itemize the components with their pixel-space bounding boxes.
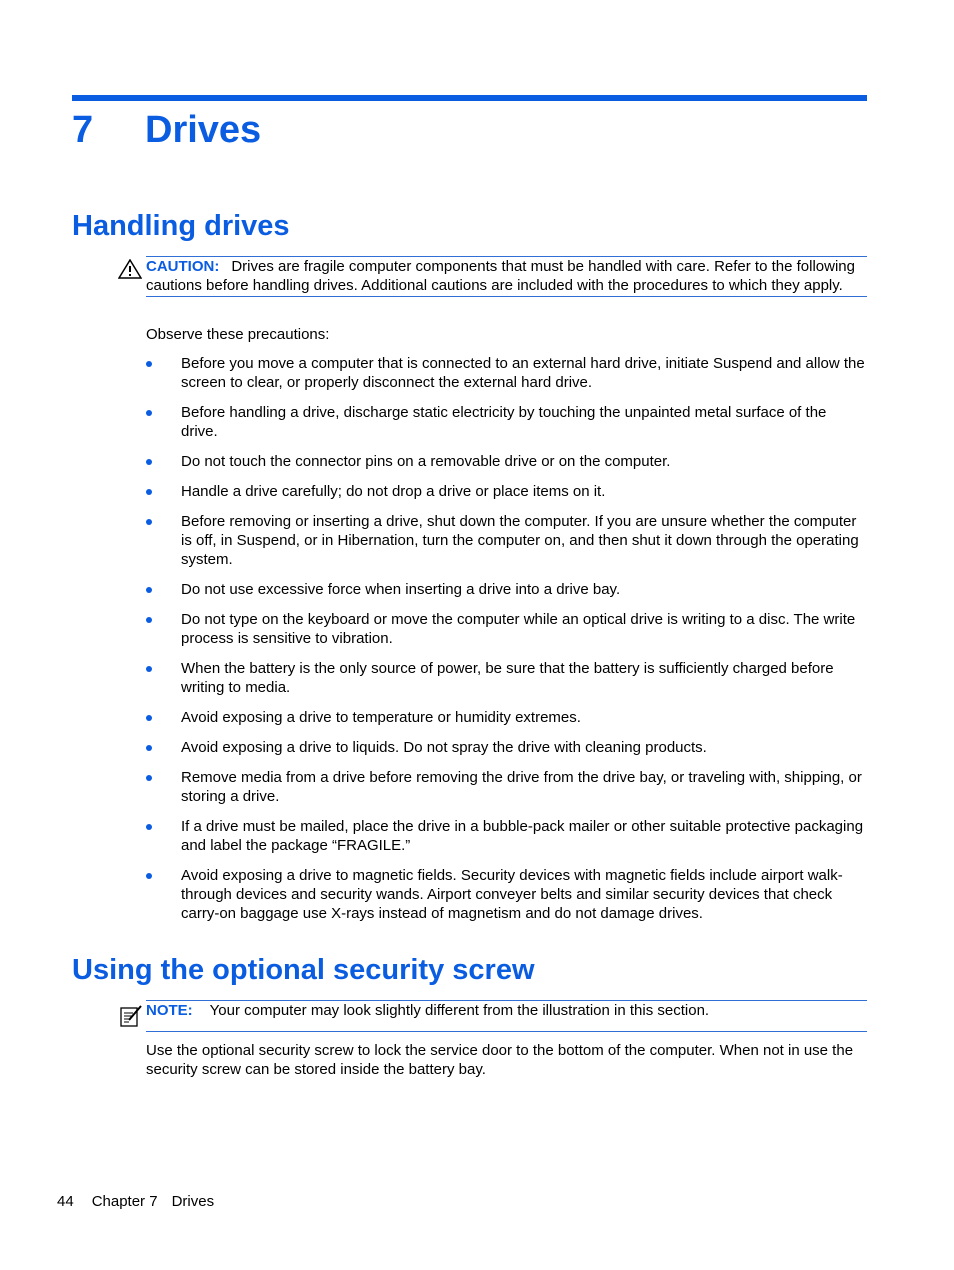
list-item: Do not touch the connector pins on a removable drive or on the computer.	[146, 452, 867, 471]
section-heading-security-screw: Using the optional security screw	[72, 954, 535, 986]
page-number: 44	[57, 1193, 74, 1210]
caution-text: Drives are fragile computer components that must be handled with care. Refer to the following cautions before handling drives. Additional cautions are included with the procedures to which they apply.	[146, 258, 855, 294]
bullet-icon	[146, 361, 152, 367]
bullet-icon	[146, 666, 152, 672]
caution-box	[146, 256, 867, 297]
list-item: Remove media from a drive before removing the drive from the drive bay, or traveling with, shipping, or storing a drive.	[146, 768, 867, 806]
bullet-icon	[146, 459, 152, 465]
page-footer	[57, 1192, 214, 1211]
list-item: Before removing or inserting a drive, shut down the computer. If you are unsure whether the computer is off, in Suspend, or in Hibernation, turn the computer on, and then shut it down through the operating system.	[146, 512, 867, 569]
footer-chapter-ref: Chapter 7	[91, 1193, 158, 1210]
bullet-icon	[146, 410, 152, 416]
bullet-icon	[146, 775, 152, 781]
bullet-icon	[146, 873, 152, 879]
list-item: Before you move a computer that is connected to an external hard drive, initiate Suspend and allow the screen to clear, or properly disconnect the external hard drive.	[146, 354, 867, 392]
bullet-icon	[146, 715, 152, 721]
bullet-icon	[146, 824, 152, 830]
precautions-intro: Observe these precautions:	[146, 326, 330, 343]
list-item: Do not use excessive force when inserting a drive into a drive bay.	[146, 580, 867, 599]
security-screw-body: Use the optional security screw to lock the service door to the bottom of the computer. When not in use the security screw can be stored inside the battery bay.	[146, 1042, 854, 1078]
bullet-icon	[146, 519, 152, 525]
list-item: Do not type on the keyboard or move the computer while an optical drive is writing to a disc. The write process is sensitive to vibration.	[146, 610, 867, 648]
chapter-rule	[72, 95, 867, 101]
warning-triangle-icon	[118, 259, 142, 279]
bullet-icon	[146, 587, 152, 593]
list-item: Avoid exposing a drive to temperature or humidity extremes.	[146, 708, 867, 727]
note-pad-icon	[119, 1004, 143, 1028]
bullet-icon	[146, 489, 152, 495]
list-item: Avoid exposing a drive to liquids. Do not spray the drive with cleaning products.	[146, 738, 867, 757]
bullet-icon	[146, 745, 152, 751]
list-item: Before handling a drive, discharge static electricity by touching the unpainted metal surface of the drive.	[146, 403, 867, 441]
section-heading-handling-drives: Handling drives	[72, 210, 290, 242]
note-box	[146, 1000, 867, 1032]
chapter-number: 7	[72, 109, 94, 151]
list-item: Handle a drive carefully; do not drop a drive or place items on it.	[146, 482, 867, 501]
caution-label: CAUTION:	[146, 258, 220, 275]
bullet-icon	[146, 617, 152, 623]
note-text: Your computer may look slightly different from the illustration in this section.	[209, 1002, 710, 1019]
list-item: When the battery is the only source of power, be sure that the battery is sufficiently charged before writing to media.	[146, 659, 867, 697]
note-label: NOTE:	[146, 1002, 193, 1019]
footer-chapter-title: Drives	[171, 1193, 215, 1210]
list-item: If a drive must be mailed, place the drive in a bubble-pack mailer or other suitable protective packaging and label the package “FRAGILE.”	[146, 817, 867, 855]
precautions-list	[146, 354, 867, 934]
chapter-title: Drives	[145, 109, 262, 151]
list-item: Avoid exposing a drive to magnetic fields. Security devices with magnetic fields include airport walk-through devices and security wands. Airport conveyer belts and similar security devices that check carry-on baggage use X-rays instead of magnetism and do not damage drives.	[146, 866, 867, 923]
